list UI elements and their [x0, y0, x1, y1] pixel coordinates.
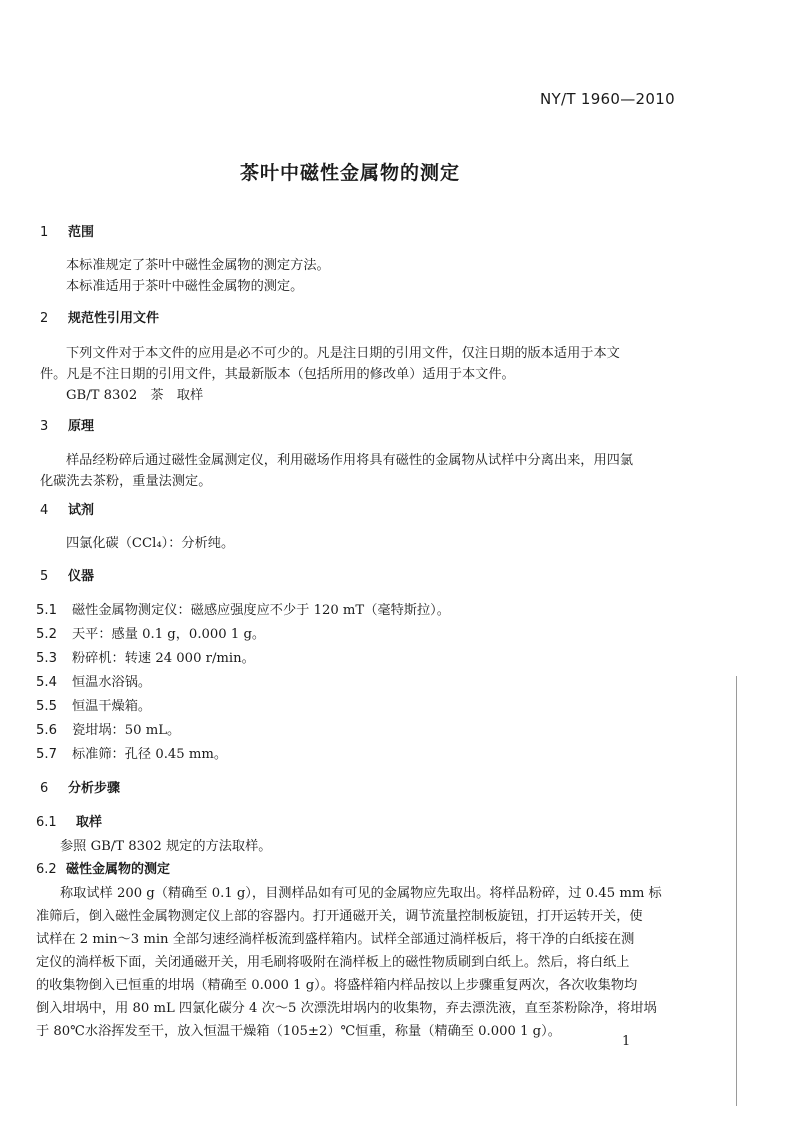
reference-entry: GB/T 8302 茶 取样	[66, 388, 204, 403]
page-number: 1	[622, 1034, 631, 1049]
section-title: 规范性引用文件	[68, 311, 160, 326]
list-item: 5.1 磁性金属物测定仪：磁感应强度应不少于 120 mT（毫特斯拉）。	[36, 603, 450, 618]
section-6-heading	[40, 777, 120, 796]
section-number: 4	[40, 503, 49, 518]
section-title: 范围	[68, 225, 95, 240]
list-item: 5.2 天平：感量 0.1 g，0.000 1 g。	[36, 627, 266, 642]
paragraph-line: 的收集物倒入已恒重的坩埚（精确至 0.000 1 g）。将盛样箱内样品按以上步骤重复两次，各次收集物均	[36, 978, 638, 993]
section-number: 3	[40, 419, 49, 434]
section-title: 仪器	[68, 569, 95, 584]
subsection-title: 磁性金属物的测定	[66, 862, 171, 877]
paragraph: 本标准规定了茶叶中磁性金属物的测定方法。	[66, 258, 330, 273]
paragraph-line: 于 80℃水浴挥发至干，放入恒温干燥箱（105±2）℃恒重，称量（精确至 0.000 1 g）。	[36, 1024, 561, 1039]
subsection-6-2-heading	[36, 858, 170, 877]
paragraph-line: 件。凡是不注日期的引用文件，其最新版本（包括所用的修改单）适用于本文件。	[40, 367, 515, 382]
paragraph-line: 倒入坩埚中，用 80 mL 四氯化碳分 4 次～5 次漂洗坩埚内的收集物，弃去漂洗液，直至茶粉除净，将坩埚	[36, 1001, 657, 1016]
subsection-number: 6.2	[36, 862, 57, 877]
subsection-6-1-heading	[36, 811, 102, 830]
paragraph-line: 准筛后，倒入磁性金属物测定仪上部的容器内。打开通磁开关，调节流量控制板旋钮，打开运转开关，使	[36, 909, 643, 924]
section-number: 5	[40, 569, 49, 584]
paragraph-line: 称取试样 200 g（精确至 0.1 g），目测样品如有可见的金属物应先取出。将样品粉碎，过 0.45 mm 标	[60, 886, 662, 901]
list-item: 5.5 恒温干燥箱。	[36, 699, 152, 714]
section-4-heading	[40, 499, 94, 518]
section-title: 分析步骤	[68, 781, 121, 796]
section-5-heading	[40, 565, 94, 584]
standard-code: NY/T 1960—2010	[540, 90, 675, 108]
document-title: 茶叶中磁性金属物的测定	[239, 162, 460, 184]
list-item: 5.7 标准筛：孔径 0.45 mm。	[36, 747, 228, 762]
paragraph-line: 化碳洗去茶粉，重量法测定。	[40, 474, 212, 489]
section-number: 6	[40, 781, 49, 796]
list-item: 5.3 粉碎机：转速 24 000 r/min。	[36, 651, 255, 666]
paragraph: 参照 GB/T 8302 规定的方法取样。	[60, 839, 272, 854]
paragraph-line: 试样在 2 min～3 min 全部匀速经淌样板流到盛样箱内。试样全部通过淌样板后，将干净的白纸接在测	[36, 932, 635, 947]
paragraph: 四氯化碳（CCl₄）：分析纯。	[66, 536, 235, 551]
section-2-heading	[40, 307, 159, 326]
section-3-heading	[40, 415, 94, 434]
section-title: 试剂	[68, 503, 95, 518]
paragraph-line: 样品经粉碎后通过磁性金属测定仪，利用磁场作用将具有磁性的金属物从试样中分离出来，用四氯	[66, 453, 634, 468]
section-number: 2	[40, 311, 49, 326]
subsection-number: 6.1	[36, 815, 57, 830]
section-number: 1	[40, 225, 49, 240]
section-1-heading	[40, 221, 94, 240]
section-title: 原理	[68, 419, 95, 434]
subsection-title: 取样	[76, 815, 103, 830]
list-item: 5.4 恒温水浴锅。	[36, 675, 152, 690]
paragraph-line: 下列文件对于本文件的应用是必不可少的。凡是注日期的引用文件，仅注日期的版本适用于本文	[66, 346, 620, 361]
paragraph-line: 定仪的淌样板下面，关闭通磁开关，用毛刷将吸附在淌样板上的磁性物质刷到白纸上。然后，将白纸上	[36, 955, 630, 970]
list-item: 5.6 瓷坩埚：50 mL。	[36, 723, 181, 738]
paragraph: 本标准适用于茶叶中磁性金属物的测定。	[66, 279, 304, 294]
scan-edge-line	[736, 676, 737, 1106]
